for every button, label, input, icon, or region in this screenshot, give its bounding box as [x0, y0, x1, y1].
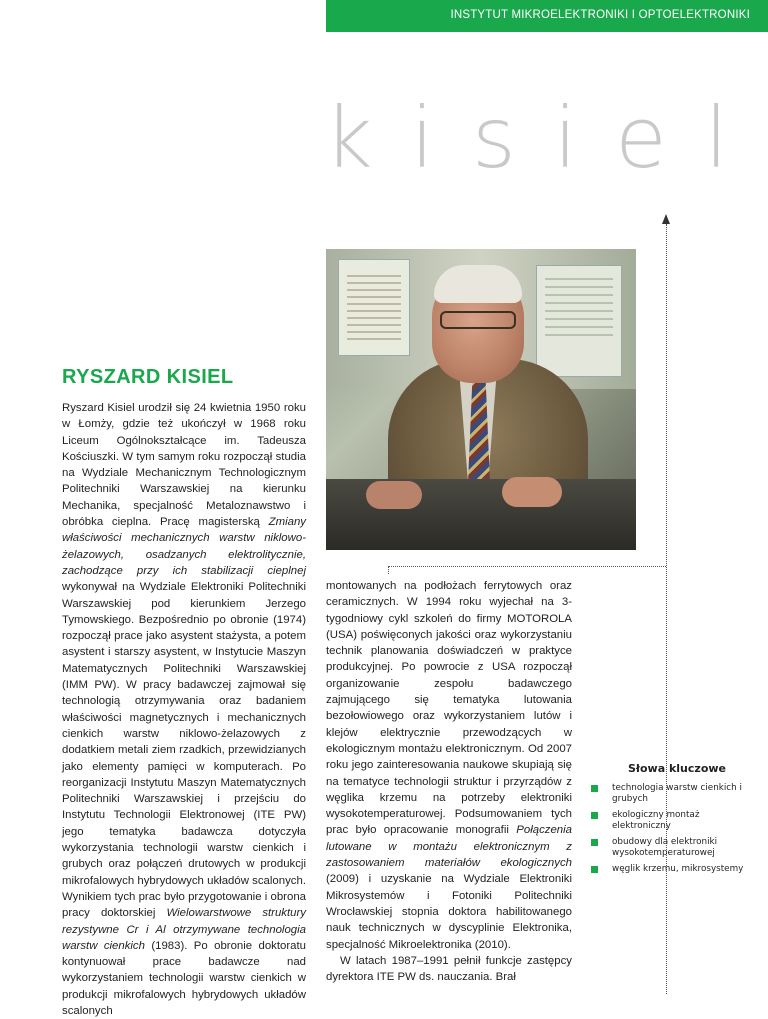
arrow-up-icon — [662, 214, 670, 224]
square-bullet-icon — [591, 785, 598, 792]
keyword-item: węglik krzemu, mikrosystemy — [588, 864, 748, 875]
keyword-item: ekologiczny montaż elektroniczny — [588, 810, 748, 832]
body-text: (2009) i uzyskanie na Wydziale Elektroniki Mikrosystemów i Fotoniki Politechniki Wrocławskiej stopnia doktora habilitowanego nauk technicznych w dyscyplinie Elektronika, specjalność Mikroelektronika (2010). — [326, 873, 572, 951]
body-text: montowanych na podłożach ferrytowych oraz ceramicznych. W 1994 roku wyjechał na 3-tygodniowy cykl szkoleń do firmy MOTOROLA (USA) poświęconych jakości oraz wykorzystaniu technik planowania doświadczeń w praktyce produkcyjnej. Po powrocie z USA rozpoczął organizowanie zespołu badawczego zajmującego się tematyka lutowania bezołowiowego oraz wykorzystaniem lutów i klejów elektrycznie przewodzących w ekologicznym montażu elektronicznym. Od 2007 roku jego zainteresowania naukowe skupiają się na tematyce technologii struktur i przyrządów z węglika krzemu na potrzeby elektroniki wysokotemperaturowej. Podsumowaniem tych prac było opracowanie monografii — [326, 580, 572, 837]
body-text: (1983). Po obronie doktoratu kontynuował prace badawcze nad wykorzystaniem technologii warstw cienkich w produkcji mikrofalowych hybrydowych układów scalonych — [62, 939, 306, 1017]
header-bar — [326, 0, 768, 32]
paragraph — [326, 578, 572, 953]
body-text: Ryszard Kisiel urodził się 24 kwietnia 1950 roku w Łomży, gdzie też ukończył w 1968 roku Liceum Ogólnokształcące im. Tadeusza Kościuszki. W tym samym roku rozpoczął studia na Wydziale Mechanicznym Technologicznym Politechniki Warszawskiej na kierunku Mechanika, specjalność Metaloznawstwo i obróbka cieplna. Pracę magisterską — [62, 402, 306, 529]
dotted-guide-tick — [388, 566, 389, 574]
portrait-photo — [326, 249, 636, 550]
big-surname: kisiel — [324, 89, 767, 187]
italic-title-text: Zmiany właściwości mechanicznych warstw niklowo-żelazowych, osadzanych elektrolitycznie, zachodzące przy ich stabilizacji cieplnej — [62, 516, 306, 577]
biography-column-left — [62, 400, 306, 1019]
keywords-list — [588, 783, 748, 875]
square-bullet-icon — [591, 866, 598, 873]
keywords-title: Słowa kluczowe — [628, 762, 726, 775]
paragraph — [326, 953, 572, 986]
person-name-heading: RYSZARD KISIEL — [62, 366, 234, 388]
institute-title: INSTYTUT MIKROELEKTRONIKI I OPTOELEKTRONIKI — [450, 9, 750, 21]
italic-title-text: Wielowarstwowe struktury rezystywne Cr i Al otrzymywane technologia warstw cienkich — [62, 907, 306, 952]
keyword-item: obudowy dla elektroniki wysokotemperaturowej — [588, 837, 748, 859]
biography-column-middle — [326, 578, 572, 985]
body-text: wykonywał na Wydziale Elektroniki Politechniki Warszawskiej pod kierunkiem Jerzego Tymowskiego. Bezpośrednio po obronie (1974) rozpoczął prace jako asystent stażysta, a potem asystent i starszy asystent, w Instytucie Maszyn Matematycznych Politechniki Warszawskiej (IMM PW). W pracy badawczej zajmował się technologią otrzymywania oraz badaniem właściwości magnetycznych i mechanicznych cienkich warstw niklowo-żelazowych z dodatkiem metali ziem rzadkich, przewidzianych jako elementy pamięci w komputerach. Po reorganizacji Instytutu Maszyn Matematycznych Politechniki Warszawskiej i przejściu do Instytutu Technologii Elektronowej (ITE PW) jego tematyka badawcza dotyczyła wykorzystania technologii warstw cienkich i grubych oraz połączeń drutowych w produkcji mikrofalowych hybrydowych układów scalonych. Wynikiem tych prac było przygotowanie i obrona pracy doktorskiej — [62, 581, 306, 920]
dotted-guide-horizontal — [388, 566, 666, 567]
paragraph — [62, 400, 306, 1019]
italic-title-text: Połączenia lutowane w montażu elektronicznym z zastosowaniem materiałów ekologicznych — [326, 824, 572, 870]
keywords-box — [588, 762, 748, 880]
square-bullet-icon — [591, 839, 598, 846]
square-bullet-icon — [591, 812, 598, 819]
keyword-item: technologia warstw cienkich i grubych — [588, 783, 748, 805]
body-text: W latach 1987–1991 pełnił funkcje zastępcy dyrektora ITE PW ds. nauczania. Brał — [326, 954, 572, 984]
